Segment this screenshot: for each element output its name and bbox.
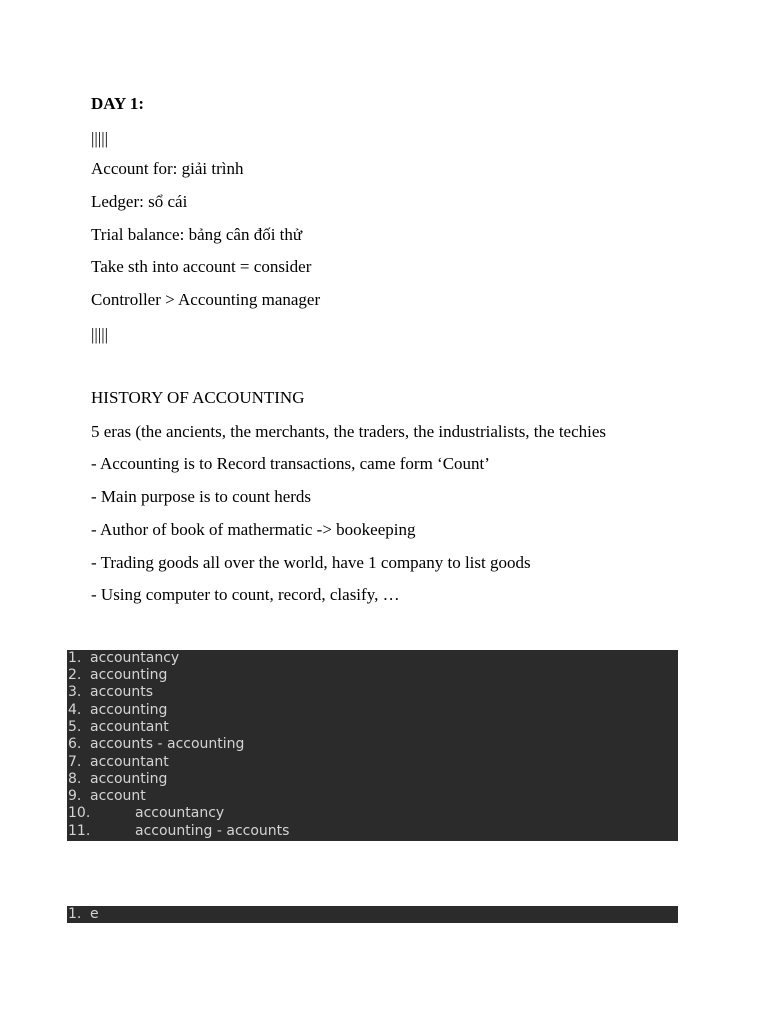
- list-item-text: accounting: [90, 667, 168, 683]
- list-item-text: accountant: [90, 754, 169, 770]
- list-item-text: accounts - accounting: [90, 736, 245, 752]
- list-item-text: accountant: [90, 719, 169, 735]
- list-item-text: accounting - accounts: [135, 823, 290, 839]
- separator-bottom: |||||: [91, 325, 109, 344]
- vocab-line: Account for: giải trình: [91, 159, 244, 178]
- list-item-number: 3.: [68, 684, 82, 700]
- history-line: - Accounting is to Record transactions, came form ‘Count’: [91, 454, 490, 473]
- list-item-number: 10.: [68, 805, 91, 821]
- list-item-text: accountancy: [90, 650, 180, 666]
- list-item-number: 1.: [68, 906, 82, 922]
- vocab-line: Ledger: sổ cái: [91, 192, 188, 211]
- list-item-text: accounting: [90, 702, 168, 718]
- day-title: DAY 1:: [91, 94, 145, 113]
- list-item-text: account: [90, 788, 146, 804]
- history-line: - Using computer to count, record, clasify, …: [91, 585, 400, 604]
- list-item-number: 11.: [68, 823, 91, 839]
- answer-list-block-2: [67, 906, 678, 923]
- vocab-line: Trial balance: bảng cân đối thử: [91, 225, 303, 244]
- list-item-number: 7.: [68, 754, 82, 770]
- vocab-line: Take sth into account = consider: [91, 257, 312, 276]
- history-line: - Trading goods all over the world, have 1 company to list goods: [91, 553, 531, 572]
- history-line: - Author of book of mathermatic -> bookeeping: [91, 520, 416, 539]
- separator-top: |||||: [91, 129, 109, 148]
- history-line: - Main purpose is to count herds: [91, 487, 312, 506]
- list-item-text: e: [90, 906, 99, 922]
- answer-list-block: [67, 650, 678, 841]
- history-line: 5 eras (the ancients, the merchants, the traders, the industrialists, the techies: [91, 422, 607, 441]
- list-item-number: 2.: [68, 667, 82, 683]
- list-item-number: 9.: [68, 788, 82, 804]
- list-item-text: accounting: [90, 771, 168, 787]
- list-item-text: accounts: [90, 684, 154, 700]
- history-heading: HISTORY OF ACCOUNTING: [91, 388, 305, 407]
- list-item-text: accountancy: [135, 805, 225, 821]
- vocab-line: Controller > Accounting manager: [91, 290, 321, 309]
- list-item-number: 6.: [68, 736, 82, 752]
- list-item-number: 4.: [68, 702, 82, 718]
- list-item-number: 1.: [68, 650, 82, 666]
- list-item-number: 5.: [68, 719, 82, 735]
- list-item-number: 8.: [68, 771, 82, 787]
